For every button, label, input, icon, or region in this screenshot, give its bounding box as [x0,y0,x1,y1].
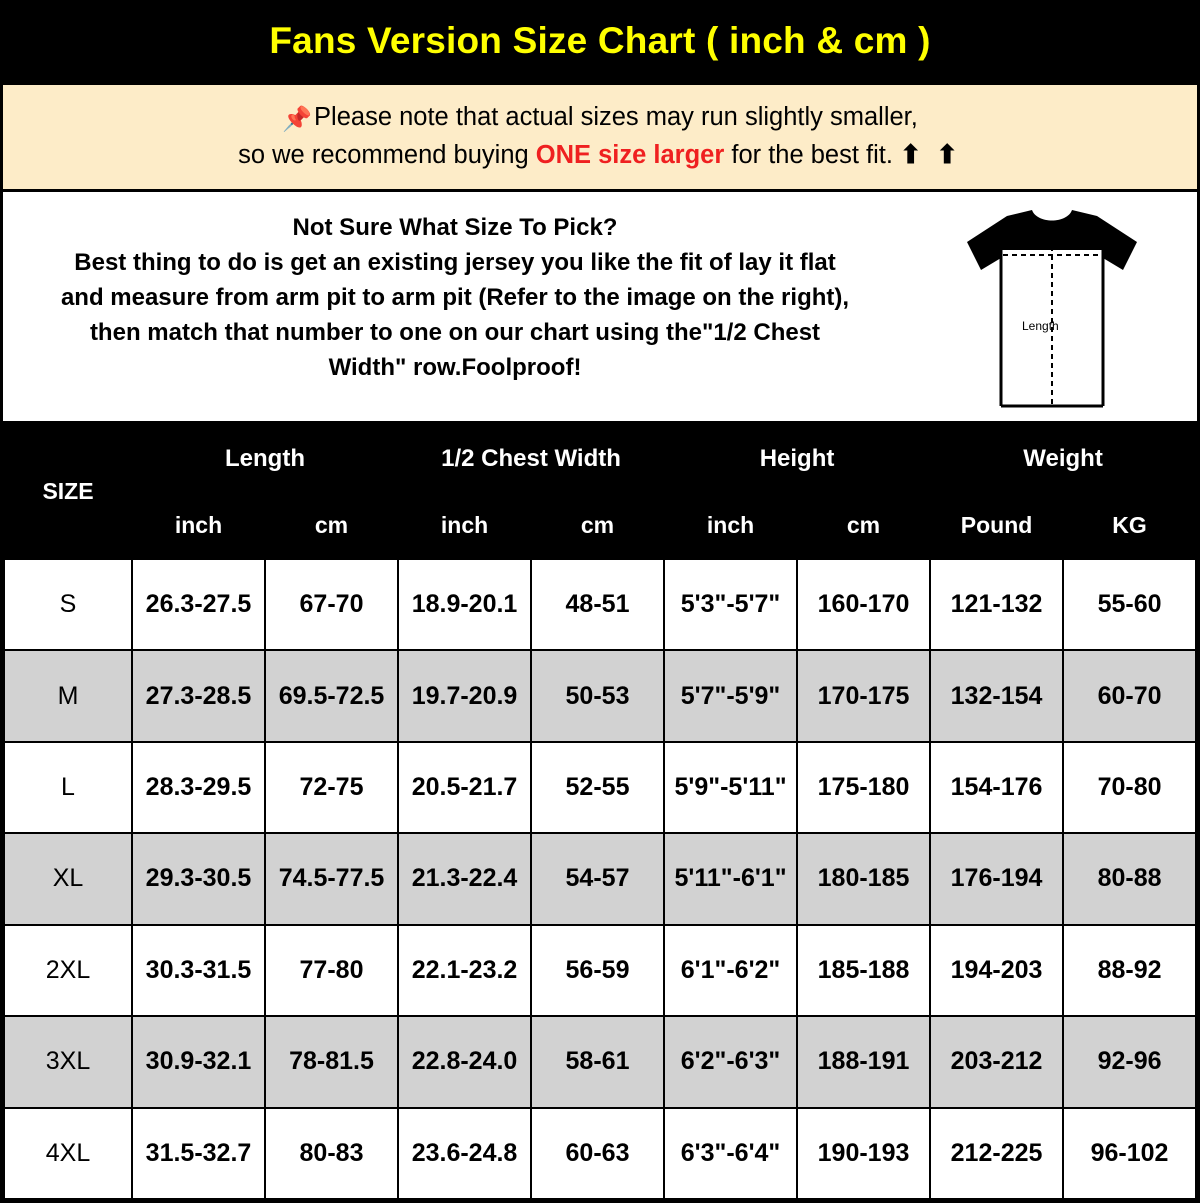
tshirt-measurement-diagram [907,202,1197,413]
help-line-4: then match that number to one on our chart using the"1/2 Chest [89,319,821,347]
note-line-1 [3,99,1197,137]
help-line-5: Width" row.Foolproof! [328,354,582,382]
table-body [4,559,1196,1199]
cell-height-cm: 190-193 [797,1108,930,1200]
cell-weight-kg: 88-92 [1063,925,1196,1016]
cell-weight-kg: 92-96 [1063,1016,1196,1107]
help-line-2: Best thing to do is get an existing jersey you like the fit of lay it flat [74,249,836,276]
cell-length-inch: 29.3-30.5 [132,833,265,924]
table-row [4,925,1196,1016]
tshirt-icon [937,208,1167,413]
table-header-row-units [4,493,1196,559]
cell-chest-cm: 52-55 [531,742,664,833]
cell-height-inch: 5'3"-5'7" [664,559,797,650]
cell-length-cm: 77-80 [265,925,398,1016]
cell-length-cm: 80-83 [265,1108,398,1200]
help-text [3,202,907,385]
cell-weight-pound: 212-225 [930,1108,1063,1200]
cell-weight-pound: 203-212 [930,1016,1063,1107]
cell-length-cm: 74.5-77.5 [265,833,398,924]
cell-height-inch: 6'2"-6'3" [664,1016,797,1107]
note-line-2 [3,137,1197,173]
cell-height-cm: 188-191 [797,1016,930,1107]
pushpin-icon: 📌 [282,105,313,133]
header-unit-height-cm: cm [797,493,930,559]
header-group-length: Length [132,425,398,493]
cell-height-inch: 5'7"-5'9" [664,650,797,741]
table-header-row-groups [4,425,1196,493]
row-size: XL [4,833,132,924]
cell-chest-inch: 22.8-24.0 [398,1016,531,1107]
cell-weight-kg: 55-60 [1063,559,1196,650]
row-size: M [4,650,132,741]
note-line-1-text: Please note that actual sizes may run slightly smaller, [314,102,918,131]
cell-weight-pound: 176-194 [930,833,1063,924]
cell-length-inch: 31.5-32.7 [132,1108,265,1200]
cell-weight-kg: 60-70 [1063,650,1196,741]
cell-weight-kg: 70-80 [1063,742,1196,833]
table-row [4,650,1196,741]
cell-weight-pound: 121-132 [930,559,1063,650]
cell-length-inch: 28.3-29.5 [132,742,265,833]
table-row [4,1108,1196,1200]
cell-length-cm: 67-70 [265,559,398,650]
cell-length-inch: 27.3-28.5 [132,650,265,741]
help-line-3: and measure from arm pit to arm pit (Refer to the image on the right), [60,284,850,312]
cell-length-inch: 30.9-32.1 [132,1016,265,1107]
cell-height-inch: 6'1"-6'2" [664,925,797,1016]
row-size: L [4,742,132,833]
cell-weight-pound: 132-154 [930,650,1063,741]
length-label: Length [1022,318,1059,333]
up-arrows-icon: ⬆ ⬆ [900,140,962,169]
cell-height-inch: 5'11"-6'1" [664,833,797,924]
row-size: 4XL [4,1108,132,1200]
row-size: 2XL [4,925,132,1016]
cell-chest-cm: 54-57 [531,833,664,924]
cell-length-inch: 30.3-31.5 [132,925,265,1016]
cell-height-cm: 180-185 [797,833,930,924]
header-group-weight: Weight [930,425,1196,493]
header-size: SIZE [4,425,132,559]
note-line-2-suffix: for the best fit. [724,140,901,169]
table-row [4,742,1196,833]
cell-weight-kg: 80-88 [1063,833,1196,924]
cell-chest-cm: 56-59 [531,925,664,1016]
cell-height-cm: 175-180 [797,742,930,833]
header-group-chest-width: 1/2 Chest Width [398,425,664,493]
cell-length-cm: 72-75 [265,742,398,833]
help-line-1: Not Sure What Size To Pick? [292,213,618,241]
table-row [4,833,1196,924]
table-row [4,559,1196,650]
row-size: 3XL [4,1016,132,1107]
cell-chest-inch: 21.3-22.4 [398,833,531,924]
cell-weight-pound: 194-203 [930,925,1063,1016]
table-row [4,1016,1196,1107]
cell-chest-cm: 58-61 [531,1016,664,1107]
cell-chest-inch: 19.7-20.9 [398,650,531,741]
size-note-banner [3,82,1197,192]
cell-weight-kg: 96-102 [1063,1108,1196,1200]
header-unit-length-cm: cm [265,493,398,559]
cell-chest-cm: 60-63 [531,1108,664,1200]
cell-chest-inch: 20.5-21.7 [398,742,531,833]
cell-chest-inch: 22.1-23.2 [398,925,531,1016]
cell-chest-inch: 18.9-20.1 [398,559,531,650]
cell-weight-pound: 154-176 [930,742,1063,833]
header-unit-length-inch: inch [132,493,265,559]
header-unit-weight-kg: KG [1063,493,1196,559]
cell-length-cm: 69.5-72.5 [265,650,398,741]
header-unit-chest-inch: inch [398,493,531,559]
cell-chest-inch: 23.6-24.8 [398,1108,531,1200]
header-unit-chest-cm: cm [531,493,664,559]
cell-height-inch: 6'3"-6'4" [664,1108,797,1200]
cell-height-cm: 170-175 [797,650,930,741]
cell-length-cm: 78-81.5 [265,1016,398,1107]
cell-height-inch: 5'9"-5'11" [664,742,797,833]
table-head [4,425,1196,559]
cell-height-cm: 160-170 [797,559,930,650]
header-unit-height-inch: inch [664,493,797,559]
size-chart-table [3,424,1197,1200]
cell-chest-cm: 50-53 [531,650,664,741]
row-size: S [4,559,132,650]
cell-height-cm: 185-188 [797,925,930,1016]
help-section [3,192,1197,424]
note-emphasis: ONE size larger [535,140,725,169]
note-line-2-prefix: so we recommend buying [238,140,536,169]
header-group-height: Height [664,425,930,493]
cell-length-inch: 26.3-27.5 [132,559,265,650]
chest-width-label: 1/2 Chest Width [1007,237,1086,250]
header-unit-weight-pound: Pound [930,493,1063,559]
page-title: Fans Version Size Chart ( inch & cm ) [3,3,1197,82]
cell-chest-cm: 48-51 [531,559,664,650]
